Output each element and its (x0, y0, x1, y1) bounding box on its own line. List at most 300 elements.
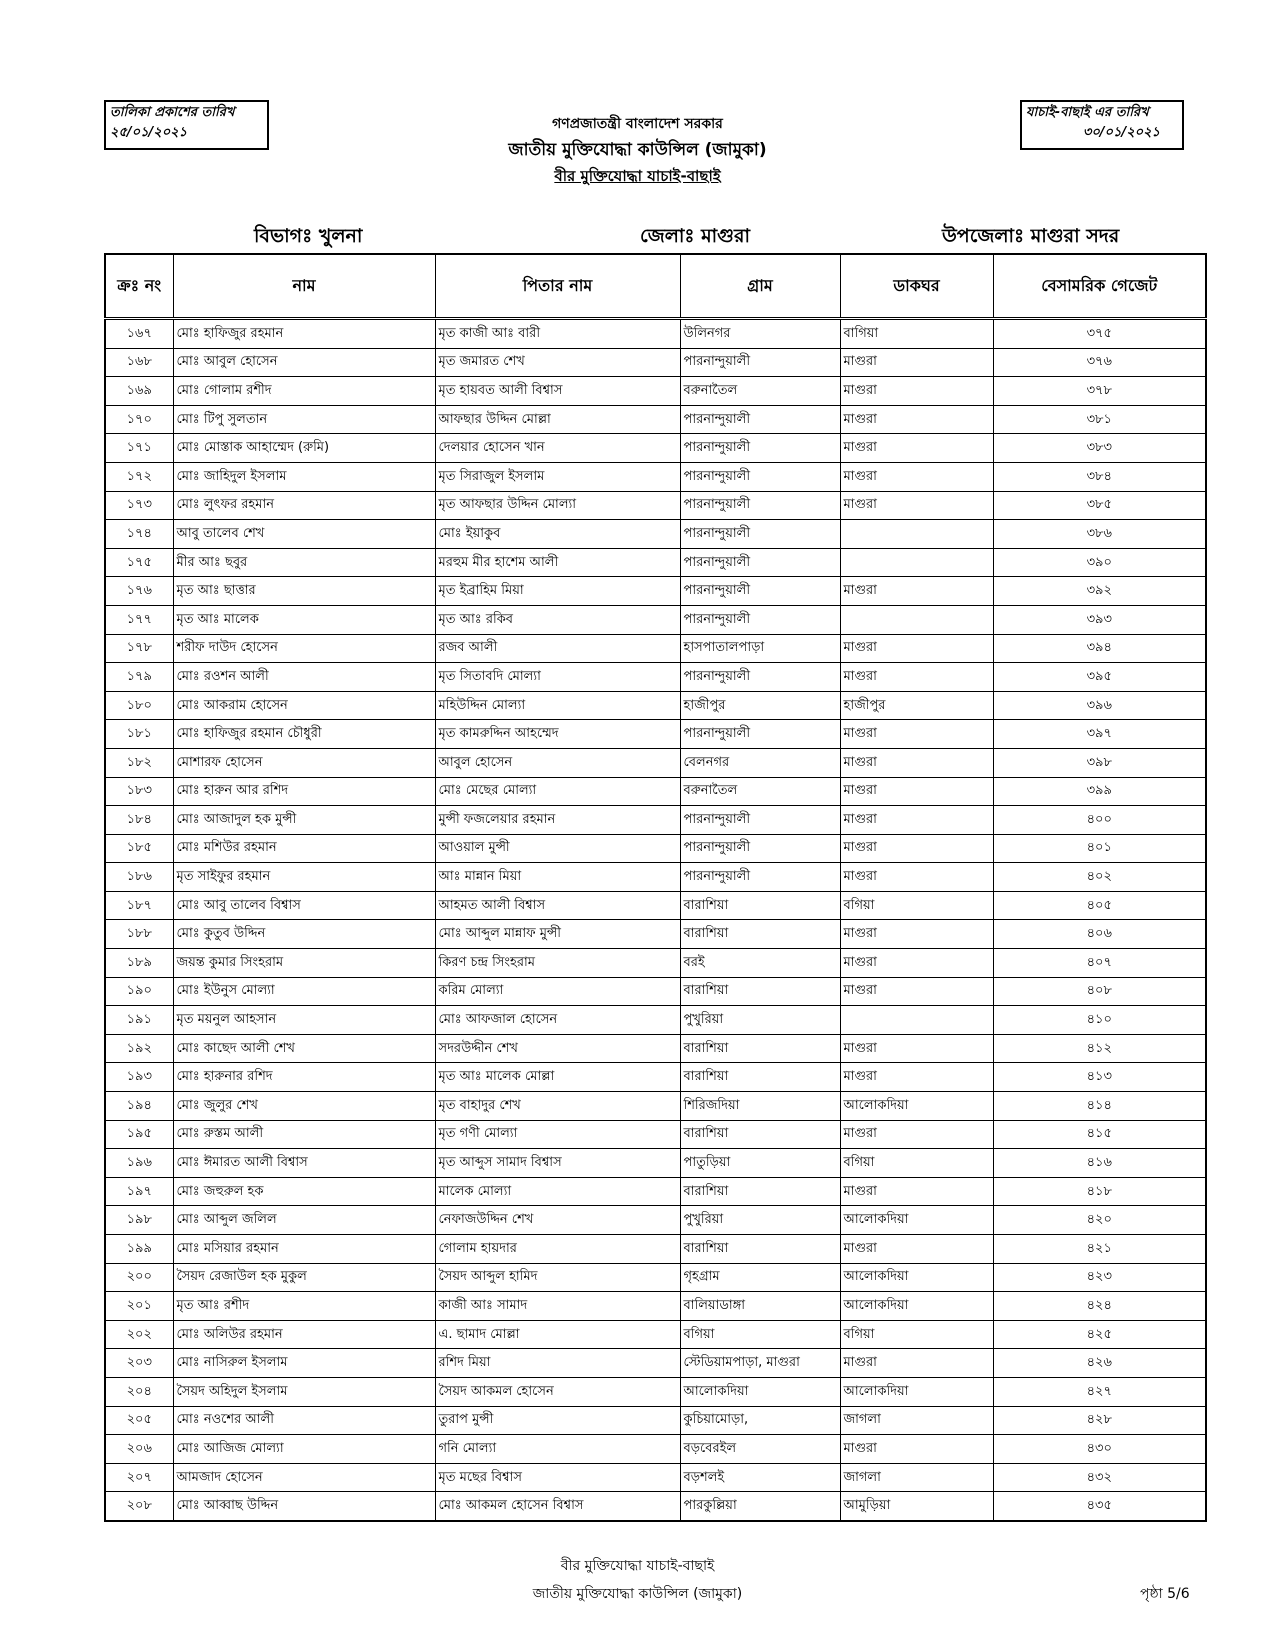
cell-gazette: ৪১৮ (993, 1177, 1206, 1206)
cell-serial: ১৭৬ (105, 577, 173, 606)
cell-name: মোঃ গোলাম রশীদ (173, 377, 435, 406)
cell-serial: ১৭২ (105, 462, 173, 491)
cell-father-name: মৃত আফছার উদ্দিন মোল্যা (435, 491, 680, 520)
cell-post-office: মাগুরা (840, 1349, 993, 1378)
table-row (105, 1177, 1206, 1206)
cell-serial: ১৮৮ (105, 920, 173, 949)
cell-gazette: ৪২৫ (993, 1320, 1206, 1349)
cell-village: বালিয়াডাঙ্গা (680, 1292, 840, 1321)
cell-serial: ১৮৯ (105, 949, 173, 978)
cell-gazette: ৪২৪ (993, 1292, 1206, 1321)
cell-village: পুখুরিয়া (680, 1006, 840, 1035)
cell-post-office: মাগুরা (840, 577, 993, 606)
cell-gazette: ৪০১ (993, 834, 1206, 863)
cell-serial: ১৭৫ (105, 548, 173, 577)
cell-father-name: আওয়াল মুন্সী (435, 834, 680, 863)
cell-serial: ১৮৭ (105, 891, 173, 920)
cell-father-name: গোলাম হায়দার (435, 1235, 680, 1264)
col-father-header: পিতার নাম (435, 254, 680, 319)
cell-gazette: ৩৯৬ (993, 691, 1206, 720)
cell-serial: ১৯৬ (105, 1149, 173, 1178)
table-row (105, 1292, 1206, 1321)
cell-village: পারনান্দুয়ালী (680, 806, 840, 835)
publish-date-label: তালিকা প্রকাশের তারিখ (110, 105, 235, 120)
cell-post-office: মাগুরা (840, 977, 993, 1006)
cell-gazette: ৩৮১ (993, 405, 1206, 434)
cell-father-name: কিরণ চন্দ্র সিংহরাম (435, 949, 680, 978)
document-subtitle: বীর মুক্তিযোদ্ধা যাচাই-বাছাই (554, 167, 721, 185)
cell-father-name: মৃত কাজী আঃ বারী (435, 319, 680, 349)
cell-post-office: মাগুরা (840, 720, 993, 749)
cell-post-office (840, 548, 993, 577)
cell-post-office: আলোকদিয়া (840, 1292, 993, 1321)
cell-father-name: গনি মোল্যা (435, 1435, 680, 1464)
cell-gazette: ৩৮৬ (993, 520, 1206, 549)
cell-name: মোশারফ হোসেন (173, 748, 435, 777)
cell-gazette: ৪৩২ (993, 1463, 1206, 1492)
cell-gazette: ৩৯৮ (993, 748, 1206, 777)
cell-serial: ১৭১ (105, 434, 173, 463)
cell-name: মোঃ আজিজ মোল্যা (173, 1435, 435, 1464)
cell-father-name: রশিদ মিয়া (435, 1349, 680, 1378)
cell-name: মোঃ নাসিরুল ইসলাম (173, 1349, 435, 1378)
cell-father-name: মহিউদ্দিন মোল্যা (435, 691, 680, 720)
cell-post-office: মাগুরা (840, 834, 993, 863)
cell-gazette: ৩৯২ (993, 577, 1206, 606)
cell-gazette: ৩৯৯ (993, 777, 1206, 806)
cell-name: মোঃ হাফিজুর রহমান (173, 319, 435, 349)
cell-gazette: ৪২৩ (993, 1263, 1206, 1292)
table-row (105, 520, 1206, 549)
council-title: জাতীয় মুক্তিযোদ্ধা কাউন্সিল (জামুকা) (508, 140, 767, 160)
upazila-label: উপজেলাঃ মাগুরা সদর (942, 225, 1120, 247)
cell-name: মোঃ কাছেদ আলী শেখ (173, 1034, 435, 1063)
cell-post-office: মাগুরা (840, 777, 993, 806)
cell-village: বারাশিয়া (680, 1120, 840, 1149)
cell-village: বগিয়া (680, 1320, 840, 1349)
cell-serial: ১৯৯ (105, 1235, 173, 1264)
cell-gazette: ৪৩৫ (993, 1492, 1206, 1521)
cell-father-name: দেলয়ার হোসেন খান (435, 434, 680, 463)
cell-gazette: ৪৩০ (993, 1435, 1206, 1464)
cell-serial: ২০৪ (105, 1377, 173, 1406)
cell-village: স্টেডিয়ামপাড়া, মাগুরা (680, 1349, 840, 1378)
cell-name: মোঃ মোস্তাক আহাম্মেদ (রুমি) (173, 434, 435, 463)
cell-post-office: জাগলা (840, 1406, 993, 1435)
table-row (105, 319, 1206, 349)
col-serial-header: ক্রঃ নং (105, 254, 173, 319)
cell-name: মোঃ হারুন আর রশিদ (173, 777, 435, 806)
cell-father-name: মৃত কামরুদ্দিন আহম্মেদ (435, 720, 680, 749)
table-row (105, 434, 1206, 463)
cell-post-office: মাগুরা (840, 491, 993, 520)
cell-father-name: মৃত বাহাদুর শেখ (435, 1092, 680, 1121)
division-label: বিভাগঃ খুলনা (254, 225, 363, 247)
cell-serial: ২০৮ (105, 1492, 173, 1521)
table-row (105, 348, 1206, 377)
cell-name: জয়ন্ত কুমার সিংহরাম (173, 949, 435, 978)
cell-gazette: ৪২১ (993, 1235, 1206, 1264)
cell-name: মীর আঃ ছবুর (173, 548, 435, 577)
cell-village: পারনান্দুয়ালী (680, 462, 840, 491)
cell-name: আমজাদ হোসেন (173, 1463, 435, 1492)
cell-father-name: রজব আলী (435, 634, 680, 663)
cell-village: বেলনগর (680, 748, 840, 777)
col-village-header: গ্রাম (680, 254, 840, 319)
cell-village: হাসপাতালপাড়া (680, 634, 840, 663)
table-row (105, 720, 1206, 749)
cell-gazette: ৩৮৪ (993, 462, 1206, 491)
cell-post-office: মাগুরা (840, 663, 993, 692)
cell-serial: ২০৭ (105, 1463, 173, 1492)
cell-name: মোঃ হাফিজুর রহমান চৌধুরী (173, 720, 435, 749)
cell-gazette: ৪২৭ (993, 1377, 1206, 1406)
col-name-header: নাম (173, 254, 435, 319)
cell-gazette: ৪১৪ (993, 1092, 1206, 1121)
cell-serial: ১৬৯ (105, 377, 173, 406)
cell-father-name: মুন্সী ফজলেয়ার রহমান (435, 806, 680, 835)
cell-post-office (840, 1006, 993, 1035)
cell-serial: ১৮৩ (105, 777, 173, 806)
cell-name: মোঃ আবু তালেব বিশ্বাস (173, 891, 435, 920)
table-row (105, 548, 1206, 577)
cell-village: পারনান্দুয়ালী (680, 405, 840, 434)
cell-gazette: ৪০৫ (993, 891, 1206, 920)
cell-name: আবু তালেব শেখ (173, 520, 435, 549)
table-row (105, 1235, 1206, 1264)
cell-serial: ১৮০ (105, 691, 173, 720)
verify-date-label: যাচাই-বাছাই এর তারিখ (1026, 105, 1149, 120)
cell-name: মৃত সাইফুর রহমান (173, 863, 435, 892)
cell-father-name: মৃত সিরাজুল ইসলাম (435, 462, 680, 491)
cell-village: বারাশিয়া (680, 920, 840, 949)
cell-name: সৈয়দ রেজাউল হক মুকুল (173, 1263, 435, 1292)
cell-father-name: মালেক মোল্যা (435, 1177, 680, 1206)
cell-father-name: মোঃ ইয়াকুব (435, 520, 680, 549)
cell-serial: ২০১ (105, 1292, 173, 1321)
cell-serial: ১৬৭ (105, 319, 173, 349)
cell-village: পারনান্দুয়ালী (680, 548, 840, 577)
cell-post-office: মাগুরা (840, 1120, 993, 1149)
cell-gazette: ৪০৭ (993, 949, 1206, 978)
cell-father-name: নেফাজউদ্দিন শেখ (435, 1206, 680, 1235)
page-number: পৃষ্ঠা 5/6 (1140, 1586, 1190, 1602)
table-row (105, 491, 1206, 520)
cell-post-office: মাগুরা (840, 949, 993, 978)
cell-name: মৃত আঃ ছাত্তার (173, 577, 435, 606)
cell-post-office: মাগুরা (840, 405, 993, 434)
cell-village: বড়শলই (680, 1463, 840, 1492)
cell-serial: ১৯৪ (105, 1092, 173, 1121)
cell-name: মোঃ মসিয়ার রহমান (173, 1235, 435, 1264)
cell-serial: ১৬৮ (105, 348, 173, 377)
cell-father-name: মৃত সিতাবদি মোল্যা (435, 663, 680, 692)
cell-post-office: বগিয়া (840, 1149, 993, 1178)
cell-village: বড়বেরইল (680, 1435, 840, 1464)
cell-post-office: মাগুরা (840, 377, 993, 406)
cell-gazette: ৪১৩ (993, 1063, 1206, 1092)
cell-serial: ১৮২ (105, 748, 173, 777)
cell-name: মোঃ নওশের আলী (173, 1406, 435, 1435)
cell-village: বারাশিয়া (680, 1063, 840, 1092)
cell-gazette: ৩৯৭ (993, 720, 1206, 749)
cell-serial: ১৮১ (105, 720, 173, 749)
cell-village: পারনান্দুয়ালী (680, 834, 840, 863)
cell-name: মোঃ জহুরুল হক (173, 1177, 435, 1206)
cell-name: মোঃ মশিউর রহমান (173, 834, 435, 863)
table-row (105, 891, 1206, 920)
government-title: গণপ্রজাতন্ত্রী বাংলাদেশ সরকার (552, 116, 723, 132)
cell-father-name: সদরউদ্দীন শেখ (435, 1034, 680, 1063)
cell-gazette: ৪০২ (993, 863, 1206, 892)
col-gazette-header: বেসামরিক গেজেট (993, 254, 1206, 319)
table-row (105, 748, 1206, 777)
table-row (105, 1320, 1206, 1349)
cell-name: মোঃ আজাদুল হক মুন্সী (173, 806, 435, 835)
cell-post-office: বগিয়া (840, 1320, 993, 1349)
cell-serial: ১৯১ (105, 1006, 173, 1035)
cell-serial: ১৭৭ (105, 605, 173, 634)
table-row (105, 777, 1206, 806)
cell-village: বরই (680, 949, 840, 978)
cell-serial: ১৮৫ (105, 834, 173, 863)
cell-serial: ১৯০ (105, 977, 173, 1006)
cell-gazette: ৪১০ (993, 1006, 1206, 1035)
table-row (105, 1149, 1206, 1178)
cell-father-name: সৈয়দ আব্দুল হামিদ (435, 1263, 680, 1292)
table-row (105, 1406, 1206, 1435)
cell-father-name: মৃত জমারত শেখ (435, 348, 680, 377)
cell-serial: ২০৫ (105, 1406, 173, 1435)
cell-village: পারনান্দুয়ালী (680, 434, 840, 463)
table-row (105, 1263, 1206, 1292)
cell-name: মোঃ জুলুর শেখ (173, 1092, 435, 1121)
cell-gazette: ৩৯৫ (993, 663, 1206, 692)
table-row (105, 1092, 1206, 1121)
cell-gazette: ৪১৫ (993, 1120, 1206, 1149)
cell-serial: ১৮৬ (105, 863, 173, 892)
cell-serial: ১৭৪ (105, 520, 173, 549)
cell-post-office: মাগুরা (840, 634, 993, 663)
cell-name: মোঃ রওশন আলী (173, 663, 435, 692)
cell-post-office: মাগুরা (840, 348, 993, 377)
table-row (105, 1349, 1206, 1378)
cell-father-name: তুরাপ মুন্সী (435, 1406, 680, 1435)
cell-post-office: মাগুরা (840, 1235, 993, 1264)
cell-post-office: মাগুরা (840, 748, 993, 777)
cell-serial: ২০৬ (105, 1435, 173, 1464)
table-row (105, 949, 1206, 978)
table-body (105, 319, 1206, 1521)
cell-village: হাজীপুর (680, 691, 840, 720)
table-row (105, 806, 1206, 835)
cell-serial: ১৯৮ (105, 1206, 173, 1235)
cell-post-office: আলোকদিয়া (840, 1092, 993, 1121)
cell-post-office: বাগিয়া (840, 319, 993, 349)
cell-name: মোঃ লুৎফর রহমান (173, 491, 435, 520)
cell-village: বরুনাতৈল (680, 777, 840, 806)
cell-father-name: আফছার উদ্দিন মোল্লা (435, 405, 680, 434)
cell-village: কুচিয়ামোড়া, (680, 1406, 840, 1435)
cell-father-name: মোঃ আফজাল হোসেন (435, 1006, 680, 1035)
cell-post-office: মাগুরা (840, 1177, 993, 1206)
cell-father-name: সৈয়দ আকমল হোসেন (435, 1377, 680, 1406)
table-row (105, 634, 1206, 663)
cell-village: উলিনগর (680, 319, 840, 349)
cell-name: সৈয়দ অহিদুল ইসলাম (173, 1377, 435, 1406)
cell-serial: ১৯২ (105, 1034, 173, 1063)
cell-gazette: ৩৮৫ (993, 491, 1206, 520)
table-row (105, 1377, 1206, 1406)
col-postoffice-header: ডাকঘর (840, 254, 993, 319)
cell-father-name: মোঃ আকমল হোসেন বিশ্বাস (435, 1492, 680, 1521)
cell-name: শরীফ দাউদ হোসেন (173, 634, 435, 663)
cell-serial: ১৯৫ (105, 1120, 173, 1149)
cell-name: মৃত ময়নুল আহসান (173, 1006, 435, 1035)
table-row (105, 663, 1206, 692)
table-row (105, 1435, 1206, 1464)
cell-name: মোঃ ইউনুস মোল্যা (173, 977, 435, 1006)
table-row (105, 1492, 1206, 1521)
cell-post-office: জাগলা (840, 1463, 993, 1492)
cell-gazette: ৪২৬ (993, 1349, 1206, 1378)
cell-village: গৃহগ্রাম (680, 1263, 840, 1292)
cell-village: পারনান্দুয়ালী (680, 663, 840, 692)
cell-name: মৃত আঃ রশীদ (173, 1292, 435, 1321)
table-row (105, 691, 1206, 720)
cell-village: পুখুরিয়া (680, 1206, 840, 1235)
table-row (105, 834, 1206, 863)
cell-village: বারাশিয়া (680, 1177, 840, 1206)
table-row (105, 405, 1206, 434)
cell-post-office: আলোকদিয়া (840, 1206, 993, 1235)
cell-father-name: মোঃ মেছের মোল্যা (435, 777, 680, 806)
cell-post-office (840, 520, 993, 549)
cell-name: মোঃ কুতুব উদ্দিন (173, 920, 435, 949)
cell-post-office: বগিয়া (840, 891, 993, 920)
cell-gazette: ৪০০ (993, 806, 1206, 835)
verify-date-value: ৩০/০১/২০২১ (1082, 125, 1160, 140)
cell-gazette: ৩৯০ (993, 548, 1206, 577)
cell-serial: ১৯৩ (105, 1063, 173, 1092)
cell-post-office: মাগুরা (840, 1435, 993, 1464)
cell-name: মৃত আঃ মালেক (173, 605, 435, 634)
cell-father-name: মৃত মছের বিশ্বাস (435, 1463, 680, 1492)
table-row (105, 1063, 1206, 1092)
cell-post-office: মাগুরা (840, 434, 993, 463)
cell-father-name: মৃত আব্দুস সামাদ বিশ্বাস (435, 1149, 680, 1178)
publish-date-value: ২৫/০১/২০২১ (110, 125, 188, 140)
cell-village: পারনান্দুয়ালী (680, 348, 840, 377)
table-row (105, 377, 1206, 406)
cell-father-name: মৃত হায়বত আলী বিশ্বাস (435, 377, 680, 406)
cell-father-name: মৃত আঃ রকিব (435, 605, 680, 634)
cell-gazette: ৩৭৫ (993, 319, 1206, 349)
cell-name: মোঃ হারুনার রশিদ (173, 1063, 435, 1092)
cell-village: আলোকদিয়া (680, 1377, 840, 1406)
cell-serial: ২০৩ (105, 1349, 173, 1378)
district-label: জেলাঃ মাগুরা (640, 225, 750, 247)
cell-village: বারাশিয়া (680, 1235, 840, 1264)
table-row (105, 1463, 1206, 1492)
cell-name: মোঃ আবুল হোসেন (173, 348, 435, 377)
cell-serial: ১৭৮ (105, 634, 173, 663)
cell-serial: ১৭৯ (105, 663, 173, 692)
cell-post-office: আলোকদিয়া (840, 1263, 993, 1292)
cell-serial: ১৯৭ (105, 1177, 173, 1206)
cell-village: পারনান্দুয়ালী (680, 720, 840, 749)
cell-post-office: মাগুরা (840, 1034, 993, 1063)
cell-name: মোঃ জাহিদুল ইসলাম (173, 462, 435, 491)
cell-post-office: হাজীপুর (840, 691, 993, 720)
table-row (105, 1034, 1206, 1063)
cell-serial: ২০০ (105, 1263, 173, 1292)
cell-post-office: মাগুরা (840, 462, 993, 491)
cell-serial: ১৭৩ (105, 491, 173, 520)
cell-name: মোঃ রুস্তম আলী (173, 1120, 435, 1149)
cell-father-name: আবুল হোসেন (435, 748, 680, 777)
cell-father-name: মোঃ আব্দুল মান্নাফ মুন্সী (435, 920, 680, 949)
cell-gazette: ৩৯৪ (993, 634, 1206, 663)
cell-village: পারকুল্লিয়া (680, 1492, 840, 1521)
cell-father-name: মৃত আঃ মালেক মোল্লা (435, 1063, 680, 1092)
cell-gazette: ৩৭৬ (993, 348, 1206, 377)
cell-name: মোঃ ঈমারত আলী বিশ্বাস (173, 1149, 435, 1178)
cell-gazette: ৪২০ (993, 1206, 1206, 1235)
table-row (105, 1120, 1206, 1149)
cell-village: শিরিজদিয়া (680, 1092, 840, 1121)
cell-post-office: আমুড়িয়া (840, 1492, 993, 1521)
cell-village: বারাশিয়া (680, 1034, 840, 1063)
cell-village: পারনান্দুয়ালী (680, 491, 840, 520)
cell-name: মোঃ টিপু সুলতান (173, 405, 435, 434)
cell-village: বারাশিয়া (680, 977, 840, 1006)
cell-name: মোঃ আকরাম হোসেন (173, 691, 435, 720)
cell-father-name: এ. ছামাদ মোল্লা (435, 1320, 680, 1349)
cell-post-office: মাগুরা (840, 863, 993, 892)
cell-serial: ২০২ (105, 1320, 173, 1349)
cell-name: মোঃ আব্দুল জলিল (173, 1206, 435, 1235)
table-row (105, 1006, 1206, 1035)
cell-father-name: করিম মোল্যা (435, 977, 680, 1006)
cell-post-office: মাগুরা (840, 1063, 993, 1092)
cell-gazette: ৪০৬ (993, 920, 1206, 949)
table-row (105, 605, 1206, 634)
cell-gazette: ৪১২ (993, 1034, 1206, 1063)
cell-gazette: ৩৭৮ (993, 377, 1206, 406)
cell-name: মোঃ আব্বাছ উদ্দিন (173, 1492, 435, 1521)
cell-village: পারনান্দুয়ালী (680, 520, 840, 549)
cell-father-name: মরহুম মীর হাশেম আলী (435, 548, 680, 577)
table-row (105, 577, 1206, 606)
cell-gazette: ৪০৮ (993, 977, 1206, 1006)
freedom-fighter-table (104, 253, 1207, 1522)
cell-post-office: আলোকদিয়া (840, 1377, 993, 1406)
footer-subtitle: বীর মুক্তিযোদ্ধা যাচাই-বাছাই (560, 1558, 715, 1574)
table-row (105, 977, 1206, 1006)
footer-council: জাতীয় মুক্তিযোদ্ধা কাউন্সিল (জামুকা) (532, 1586, 743, 1602)
table-row (105, 462, 1206, 491)
cell-serial: ১৭০ (105, 405, 173, 434)
cell-gazette: ৪১৬ (993, 1149, 1206, 1178)
cell-father-name: মৃত গণী মোল্যা (435, 1120, 680, 1149)
cell-village: পাতুড়িয়া (680, 1149, 840, 1178)
table-row (105, 920, 1206, 949)
cell-village: বরুনাতৈল (680, 377, 840, 406)
cell-father-name: কাজী আঃ সামাদ (435, 1292, 680, 1321)
cell-name: মোঃ অলিউর রহমান (173, 1320, 435, 1349)
cell-post-office: মাগুরা (840, 920, 993, 949)
